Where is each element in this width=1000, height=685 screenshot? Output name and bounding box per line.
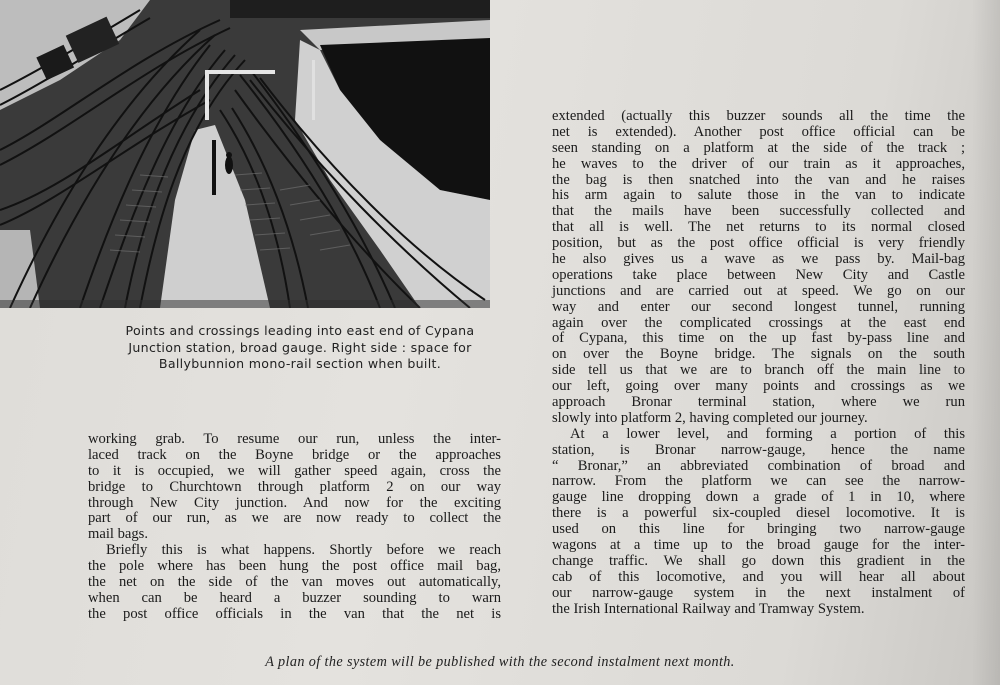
text-line: used on this line for bringing two narrow-gauge — [552, 521, 965, 538]
text-line: through New City junction. And now for the exciting — [88, 494, 501, 511]
text-line: junctions and are carried out at speed. We go on our — [552, 282, 965, 299]
text-line: net is extended). Another post office official can be — [552, 123, 965, 140]
text-line: Briefly this is what happens. Shortly before we reach — [106, 542, 501, 559]
text-line: change traffic. We shall go down this gradient in the — [552, 552, 965, 569]
text-line: that the mails have been successfully collected and — [552, 203, 965, 220]
text-line: the Irish International Railway and Tramway System. — [552, 600, 865, 617]
text-line: the pole where has been hung the post office mail bag, — [88, 558, 501, 575]
text-line: our left, going over many points and crossings as we — [552, 378, 965, 395]
text-line: bridge to Churchtown through platform 2 on our way — [88, 478, 501, 495]
text-line: that all is well. The net returns to its normal closed — [552, 219, 965, 236]
caption-line: Junction station, broad gauge. Right side : space for — [128, 339, 472, 355]
caption-line: Points and crossings leading into east end of Cypana — [125, 323, 475, 338]
text-line: he waves to the driver of our train as it approaches, — [552, 155, 965, 172]
photo-illustration — [0, 0, 490, 308]
left-column-text — [88, 432, 501, 623]
railway-layout-photo — [0, 0, 490, 308]
text-line: side tell us that we are to branch off the main line to — [552, 362, 965, 379]
text-line: “ Bronar,” an abbreviated combination of broad and — [552, 457, 965, 474]
text-line: the net on the side of the van moves out automatically, — [88, 574, 501, 591]
text-line: extended (actually this buzzer sounds all the time the — [552, 108, 965, 124]
text-line: wagons at a time up to the broad gauge for the inter- — [552, 537, 965, 554]
text-line: when can be heard a buzzer sounding to warn — [88, 589, 501, 606]
text-line: narrow. From the platform we can see the narrow- — [552, 473, 965, 490]
text-line: working grab. To resume our run, unless the inter- — [88, 431, 501, 447]
text-line: At a lower level, and forming a portion of this — [570, 425, 965, 442]
text-line: station, is Bronar narrow-gauge, hence the name — [552, 441, 965, 458]
text-line: there is a powerful six-coupled diesel locomotive. It is — [552, 505, 965, 522]
text-line: part of our run, as we are now ready to collect the — [88, 510, 501, 527]
caption-line: Ballybunnion mono-rail section when built. — [158, 356, 442, 371]
footer-note: A plan of the system will be published with the second instalment next month. — [265, 654, 735, 670]
text-line: our narrow-gauge system in the next instalment of — [552, 584, 965, 601]
text-line: his arm again to salute those in the van to indicate — [552, 187, 965, 204]
text-line: mail bags. — [88, 526, 148, 543]
text-line: operations take place between New City and Castle — [552, 266, 965, 283]
text-line: to it is occupied, we will gather speed again, cross the — [88, 462, 501, 479]
text-line: laced track on the Boyne bridge or the approaches — [88, 446, 501, 463]
text-line: he also gives us a wave as we pass by. Mail-bag — [552, 251, 965, 268]
text-line: cab of this locomotive, and you will hear all about — [552, 568, 965, 585]
text-line: on over the Boyne bridge. The signals on the south — [552, 346, 965, 363]
text-line: the bag is then snatched into the van and he raises — [552, 171, 965, 188]
text-line: slowly into platform 2, having completed our journey. — [552, 409, 868, 426]
text-line: approach Bronar terminal station, where we run — [552, 394, 965, 411]
text-line: the post office officials in the van that the net is — [88, 605, 501, 622]
text-line: way and enter our second longest tunnel, running — [552, 298, 965, 315]
text-line: seen standing on a platform at the side of the track ; — [552, 139, 965, 156]
photo-caption — [80, 323, 520, 373]
page-edge-shadow — [972, 0, 1000, 685]
text-line: gauge line dropping down a grade of 1 in 10, where — [552, 489, 965, 506]
text-line: again over the complicated crossings at the east end — [552, 314, 965, 331]
text-line: of Cypana, this time on the up fast by-pass line and — [552, 330, 965, 347]
right-column-text — [552, 109, 965, 618]
text-line: position, but as the post office official is very friendly — [552, 235, 965, 252]
